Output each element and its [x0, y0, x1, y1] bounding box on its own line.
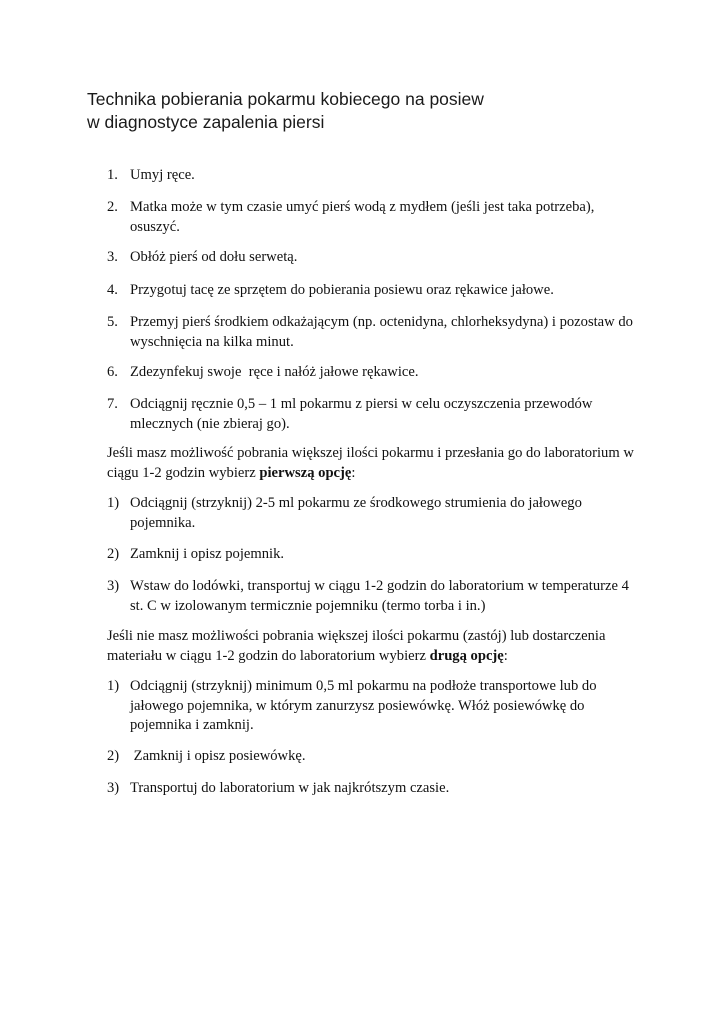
- step-text: Odciągnij ręcznie 0,5 – 1 ml pokarmu z piersi w celu oczyszczenia przewodów mlecznych (nie zbieraj go).: [130, 396, 593, 432]
- step-text: Odciągnij (strzyknij) minimum 0,5 ml pokarmu na podłoże transportowe lub do jałowego pojemnika, w którym zanurzysz posiewówkę. Włóż posiewówkę do pojemnika i zamknij.: [130, 678, 597, 734]
- step-3: [107, 248, 647, 268]
- option-1-colon: :: [351, 464, 356, 481]
- step-7: [107, 395, 647, 434]
- step-number: 5.: [107, 314, 118, 330]
- option-1-label: pierwszą opcję: [259, 464, 352, 481]
- step-text: Matka może w tym czasie umyć pierś wodą z mydłem (jeśli jest taka potrzeba), osuszyć.: [130, 199, 595, 235]
- step-text: Umyj ręce.: [130, 167, 195, 183]
- step-number: 1.: [107, 167, 118, 183]
- step-4: [107, 281, 647, 301]
- step-number: 3): [107, 578, 120, 594]
- step-6: [107, 363, 647, 383]
- step-text: Zamknij i opisz posiewówkę.: [130, 748, 306, 764]
- option-2-step-3: [107, 779, 647, 799]
- option-2-label: drugą opcję: [429, 647, 504, 664]
- step-5: [107, 313, 647, 352]
- step-2: [107, 198, 647, 237]
- step-number: 2): [107, 748, 120, 764]
- option-1-intro: [107, 444, 647, 483]
- option-2-intro-text: Jeśli nie masz możliwości pobrania większej ilości pokarmu (zastój) lub dostarczenia materiału w ciągu 1-2 godzin do laboratorium wybierz: [107, 628, 606, 664]
- step-text: Przemyj pierś środkiem odkażającym (np. octenidyna, chlorheksydyna) i pozostaw do wyschnięcia na kilka minut.: [130, 314, 633, 350]
- step-text: Przygotuj tacę ze sprzętem do pobierania posiewu oraz rękawice jałowe.: [130, 282, 554, 298]
- option-2-colon: :: [503, 647, 508, 664]
- option-1-step-3: [107, 577, 647, 616]
- step-number: 2): [107, 546, 120, 562]
- step-text: Zamknij i opisz pojemnik.: [130, 546, 285, 562]
- document-title: [87, 88, 647, 134]
- step-number: 3): [107, 780, 120, 796]
- title-line-2: w diagnostyce zapalenia piersi: [87, 112, 325, 132]
- step-number: 1): [107, 678, 120, 694]
- step-number: 6.: [107, 364, 118, 380]
- step-number: 1): [107, 495, 120, 511]
- option-1-step-2: [107, 545, 647, 565]
- step-number: 7.: [107, 396, 118, 412]
- title-line-1: Technika pobierania pokarmu kobiecego na posiew: [87, 89, 484, 109]
- step-number: 2.: [107, 199, 118, 215]
- option-1-intro-text: Jeśli masz możliwość pobrania większej ilości pokarmu i przesłania go do laboratorium w ciągu 1-2 godzin wybierz: [107, 445, 634, 481]
- option-2-step-1: [107, 677, 647, 736]
- step-number: 3.: [107, 249, 118, 265]
- step-text: Wstaw do lodówki, transportuj w ciągu 1-2 godzin do laboratorium w temperaturze 4 st. C w izolowanym termicznie pojemniku (termo torba i in.): [130, 578, 629, 614]
- step-1: [107, 166, 647, 186]
- option-1-step-1: [107, 494, 647, 533]
- step-text: Odciągnij (strzyknij) 2-5 ml pokarmu ze środkowego strumienia do jałowego pojemnika.: [130, 495, 582, 531]
- step-text: Transportuj do laboratorium w jak najkrótszym czasie.: [130, 780, 450, 796]
- option-2-step-2: [107, 747, 647, 767]
- step-text: Zdezynfekuj swoje ręce i nałóż jałowe rękawice.: [130, 364, 419, 380]
- step-text: Obłóż pierś od dołu serwetą.: [130, 249, 298, 265]
- step-number: 4.: [107, 282, 118, 298]
- option-2-intro: [107, 627, 647, 666]
